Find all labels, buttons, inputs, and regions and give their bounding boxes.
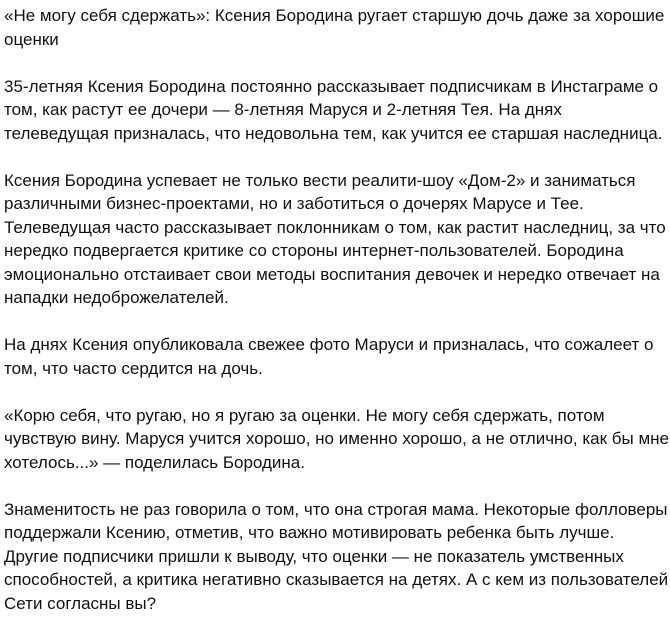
article-headline: «Не могу себя сдержать»: Ксения Бородина ругает старшую дочь даже за хорошие оценки bbox=[4, 6, 665, 49]
article-paragraph: 35-летняя Ксения Бородина постоянно рассказывает подписчикам в Инстаграме о том, как растут ее дочери — 8-летняя Маруся и 2-летняя Тея. На днях телеведущая призналась, что недовольна тем, как учится ее старшая наследница. bbox=[4, 76, 663, 143]
article-paragraph: Знаменитость не раз говорила о том, что она строгая мама. Некоторые фолловеры поддержали Ксению, отметив, что важно мотивировать ребенка быть лучше. Другие подписчики пришли к выводу, что оценки — не показатель умственных способностей, а критика негативно сказывается на детях. А с кем из пользователей Сети согласны вы? bbox=[4, 499, 669, 613]
article-quote: «Корю себя, что ругаю, но я ругаю за оценки. Не могу себя сдержать, потом чувствую вину. Маруся учится хорошо, но именно хорошо, а не отлично, как бы мне хотелось...» — поделилась Бородина. bbox=[4, 405, 669, 472]
article-paragraph: На днях Ксения опубликовала свежее фото Маруси и призналась, что сожалеет о том, что часто сердится на дочь. bbox=[4, 335, 654, 378]
article-paragraph: Ксения Бородина успевает не только вести реалити-шоу «Дом-2» и заниматься различными бизнес-проектами, но и заботиться о дочерях Марусе и Тее. Телеведущая часто рассказывает поклонникам о том, как растит наследниц, за что нередко подвергается критике со стороны интернет-пользователей. Бородина эмоционально отстаивает свои методы воспитания девочек и нередко отвечает на нападки недоброжелателей. bbox=[4, 170, 666, 307]
